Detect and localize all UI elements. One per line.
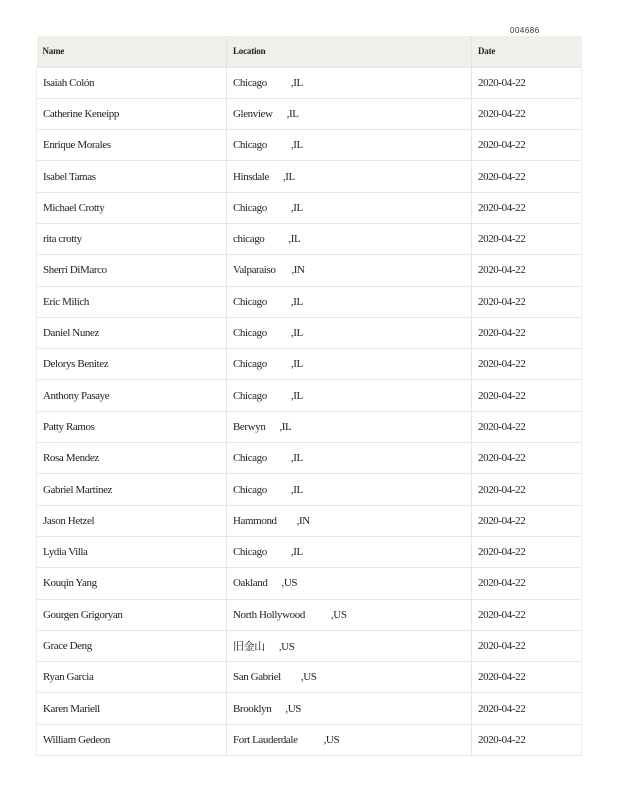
location-separator: , [290,201,294,214]
cell-date: 2020-04-22 [472,474,582,505]
table-body [37,67,582,756]
cell-location [227,599,472,630]
cell-location [227,223,472,254]
cell-location [227,693,472,724]
table-row [37,349,582,380]
table-row [37,411,582,442]
cell-date: 2020-04-22 [472,349,582,380]
table-row [37,192,582,223]
location-separator: , [290,76,294,89]
table-row [37,286,582,317]
location-city: Chicago [233,452,267,465]
cell-location [227,443,472,474]
cell-name: Anthony Pasaye [37,380,227,411]
cell-date: 2020-04-22 [472,599,582,630]
cell-name: Kouqin Yang [37,568,227,599]
table-row [37,255,582,286]
table-row [37,693,582,724]
cell-name: Catherine Keneipp [37,98,227,129]
location-region: IL [293,327,303,340]
cell-date: 2020-04-22 [472,130,582,161]
cell-name: rita crotty [37,223,227,254]
cell-location [227,192,472,223]
cell-date: 2020-04-22 [472,443,582,474]
cell-date: 2020-04-22 [472,505,582,536]
location-separator: , [300,671,304,684]
cell-location [227,724,472,755]
cell-date: 2020-04-22 [472,411,582,442]
location-separator: , [290,483,294,496]
location-region: IL [281,420,292,433]
location-separator: , [285,702,288,715]
table-row [37,161,582,192]
location-separator: , [288,233,291,246]
location-separator: , [279,420,282,433]
table-row [37,474,582,505]
location-city: Fort Lauderdale [233,733,298,746]
cell-location [227,411,472,442]
location-separator: , [290,389,294,402]
cell-location [227,67,472,98]
column-header-name: Name [37,36,227,67]
location-separator: , [278,640,282,653]
location-city: North Hollywood [233,608,305,621]
table-row [37,317,582,348]
cell-name: Patty Ramos [37,411,227,442]
cell-date: 2020-04-22 [472,223,582,254]
signature-table [36,36,582,756]
table-row [37,98,582,129]
table-row [37,568,582,599]
cell-name: Gabriel Martinez [37,474,227,505]
location-region: IL [288,107,299,120]
location-separator: , [286,107,289,120]
location-region: IL [293,546,303,559]
cell-name: William Gedeon [37,724,227,755]
column-header-location: Location [227,36,472,67]
cell-date: 2020-04-22 [472,693,582,724]
location-separator: , [282,170,286,183]
location-city: Berwyn [233,420,266,433]
cell-name: Rosa Mendez [37,443,227,474]
table-row [37,630,582,661]
cell-name: Michael Crotty [37,192,227,223]
cell-location [227,130,472,161]
location-region: US [325,733,340,746]
location-city: Hinsdale [233,170,269,183]
location-city: Glenview [233,107,273,120]
table-row [37,505,582,536]
location-city: Chicago [233,389,267,402]
cell-date: 2020-04-22 [472,724,582,755]
table-row [37,724,582,755]
location-region: US [281,640,295,653]
location-region: IL [290,233,301,246]
cell-date: 2020-04-22 [472,286,582,317]
location-region: IL [293,139,303,152]
page-number: 004686 [510,26,540,35]
location-region: IL [293,76,303,89]
location-region: IL [293,201,303,214]
location-city: Chicago [233,483,267,496]
cell-name: Lydia Villa [37,536,227,567]
table-row [37,380,582,411]
cell-location [227,286,472,317]
table-header-row [37,36,582,67]
location-city: Brooklyn [233,702,272,715]
location-city: Chicago [233,76,267,89]
table-row [37,130,582,161]
cell-date: 2020-04-22 [472,255,582,286]
location-city: Chicago [233,546,267,559]
signature-table-container [36,36,581,756]
table-row [37,67,582,98]
cell-name: Grace Deng [37,630,227,661]
location-separator: , [290,327,294,340]
cell-date: 2020-04-22 [472,536,582,567]
location-separator: , [296,514,299,527]
table-row [37,443,582,474]
location-city: chicago [233,233,265,246]
location-separator: , [291,264,294,277]
location-separator: , [330,608,334,621]
location-region: IL [293,483,303,496]
location-region: US [303,671,317,684]
location-city: Chicago [233,327,267,340]
location-separator: , [281,577,284,590]
location-region: IL [293,295,303,308]
location-city: Hammond [233,514,277,527]
cell-name: Ryan Garcia [37,662,227,693]
location-region: IL [293,389,303,402]
cell-location [227,568,472,599]
cell-date: 2020-04-22 [472,161,582,192]
cell-date: 2020-04-22 [472,98,582,129]
cell-location [227,255,472,286]
location-region: IL [293,452,303,465]
location-separator: , [290,452,294,465]
cell-location [227,317,472,348]
location-region: IN [293,264,305,277]
cell-location [227,380,472,411]
location-city: Chicago [233,201,267,214]
cell-location [227,630,472,661]
table-row [37,223,582,254]
cell-location [227,474,472,505]
cell-name: Karen Mariell [37,693,227,724]
cell-name: Jason Hetzel [37,505,227,536]
location-city: Chicago [233,139,267,152]
table-row [37,599,582,630]
cell-location [227,349,472,380]
cell-name: Isaiah Colón [37,67,227,98]
cell-name: Sherri DiMarco [37,255,227,286]
location-separator: , [323,733,326,746]
cell-location [227,536,472,567]
cell-name: Gourgen Grigoryan [37,599,227,630]
location-city: San Gabriel [233,671,281,684]
table-row [37,662,582,693]
cell-date: 2020-04-22 [472,317,582,348]
cell-date: 2020-04-22 [472,662,582,693]
cell-date: 2020-04-22 [472,192,582,223]
location-city: Chicago [233,295,267,308]
cell-date: 2020-04-22 [472,568,582,599]
cell-name: Daniel Nunez [37,317,227,348]
location-city: 旧金山 [233,640,265,653]
cell-date: 2020-04-22 [472,380,582,411]
cell-name: Eric Milich [37,286,227,317]
cell-name: Isabel Tamas [37,161,227,192]
cell-date: 2020-04-22 [472,67,582,98]
location-city: Oakland [233,577,268,590]
location-region: IL [285,170,295,183]
location-region: US [333,608,347,621]
cell-location [227,662,472,693]
cell-location [227,161,472,192]
column-header-date: Date [478,46,496,57]
location-separator: , [290,295,294,308]
location-separator: , [290,139,294,152]
cell-name: Delorys Benitez [37,349,227,380]
location-region: IN [299,514,310,527]
cell-location [227,98,472,129]
cell-location [227,505,472,536]
location-city: Valparaiso [233,264,276,277]
location-region: US [283,577,298,590]
table-row [37,536,582,567]
location-region: US [287,702,301,715]
cell-date: 2020-04-22 [472,630,582,661]
location-separator: , [290,546,294,559]
location-region: IL [293,358,303,371]
location-separator: , [290,358,294,371]
cell-name: Enrique Morales [37,130,227,161]
location-city: Chicago [233,358,267,371]
